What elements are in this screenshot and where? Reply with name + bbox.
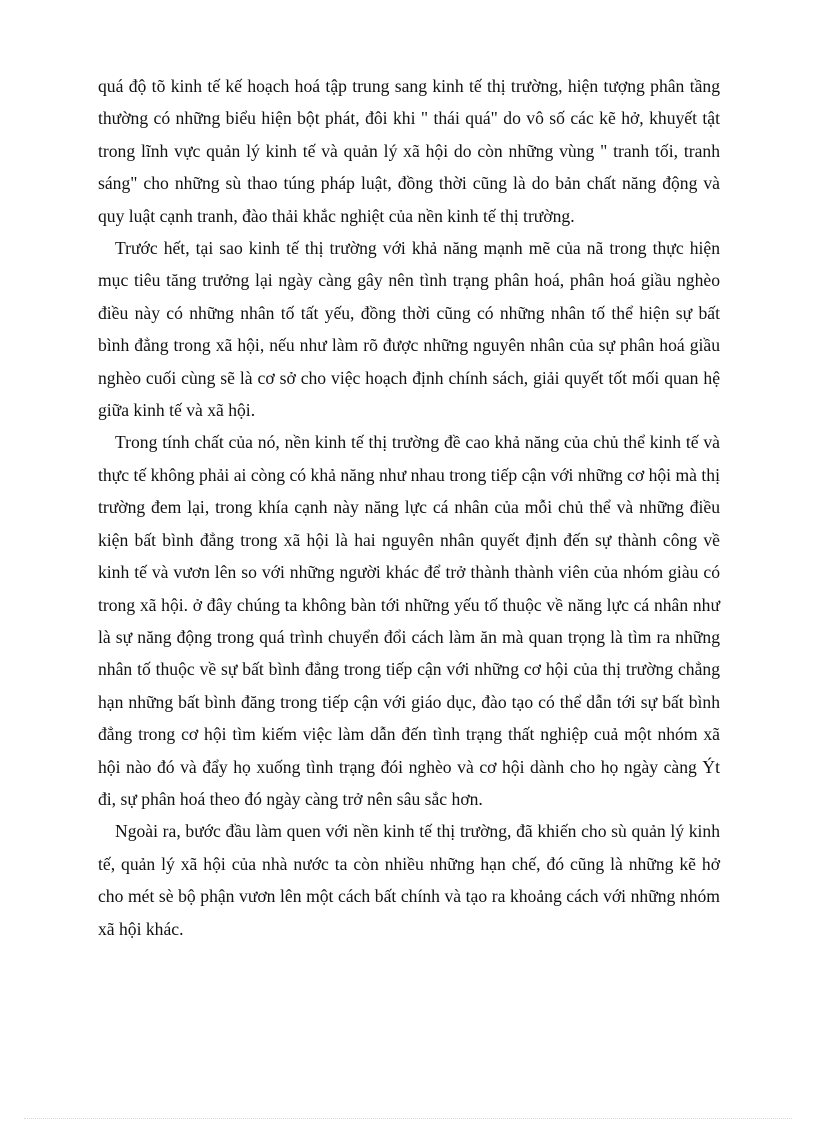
- paragraph: Trước hết, tại sao kinh tế thị trường với khả năng mạnh mẽ của nã trong thực hiện mục tiêu tăng trưởng lại ngày càng gây nên tình trạng phân hoá, phân hoá giầu nghèo điều này có những nhân tố tất yếu, đồng thời cũng có những nhân tố thể hiện sự bất bình đẳng trong xã hội, nếu như làm rõ được những nguyên nhân của sự phân hoá giầu nghèo cuối cùng sẽ là cơ sở cho việc hoạch định chính sách, giải quyết tốt mối quan hệ giữa kinh tế và xã hội.: [98, 238, 720, 421]
- page-footer-divider: [24, 1118, 792, 1119]
- paragraph: Ngoài ra, bước đầu làm quen với nền kinh tế thị trường, đã khiến cho sù quản lý kinh tế, quản lý xã hội của nhà nước ta còn nhiều những hạn chế, đó cũng là những kẽ hở cho mét sè bộ phận vươn lên một cách bất chính và tạo ra khoảng cách với những nhóm xã hội khác.: [98, 821, 720, 939]
- document-body: [98, 70, 720, 945]
- paragraph-continued: quá độ tõ kinh tế kế hoạch hoá tập trung sang kinh tế thị trường, hiện tượng phân tầng thường có những biểu hiện bột phát, đôi khi " thái quá" do vô số các kẽ hở, khuyết tật trong lĩnh vực quản lý kinh tế và quản lý xã hội do còn những vùng " tranh tối, tranh sáng" cho những sù thao túng pháp luật, đồng thời cũng là do bản chất năng động và quy luật cạnh tranh, đào thải khắc nghiệt của nền kinh tế thị trường.: [98, 76, 720, 226]
- paragraph: Trong tính chất của nó, nền kinh tế thị trường đề cao khả năng của chủ thể kinh tế và thực tế không phải ai còng có khả năng như nhau trong tiếp cận với những cơ hội mà thị trường đem lại, trong khía cạnh này năng lực cá nhân của mỗi chủ thể và những điều kiện bất bình đẳng trong xã hội là hai nguyên nhân quyết định đến sự thành công về kinh tế và vươn lên so với những người khác để trở thành thành viên của nhóm giàu có trong xã hội. ở đây chúng ta không bàn tới những yếu tố thuộc về năng lực cá nhân như là sự năng động trong quá trình chuyển đổi cách làm ăn mà quan trọng là tìm ra những nhân tố thuộc về sự bất bình đẳng trong tiếp cận với những cơ hội của thị trường chẳng hạn những bất bình đăng trong tiếp cận với giáo dục, đào tạo có thể dẫn tới sự bất bình đẳng trong cơ hội tìm kiếm việc làm dẫn đến tình trạng thất nghiệp cuả một nhóm xã hội nào đó và đẩy họ xuống tình trạng đói nghèo và cơ hội dành cho họ ngày càng Ýt đi, sự phân hoá theo đó ngày càng trở nên sâu sắc hơn.: [98, 432, 720, 809]
